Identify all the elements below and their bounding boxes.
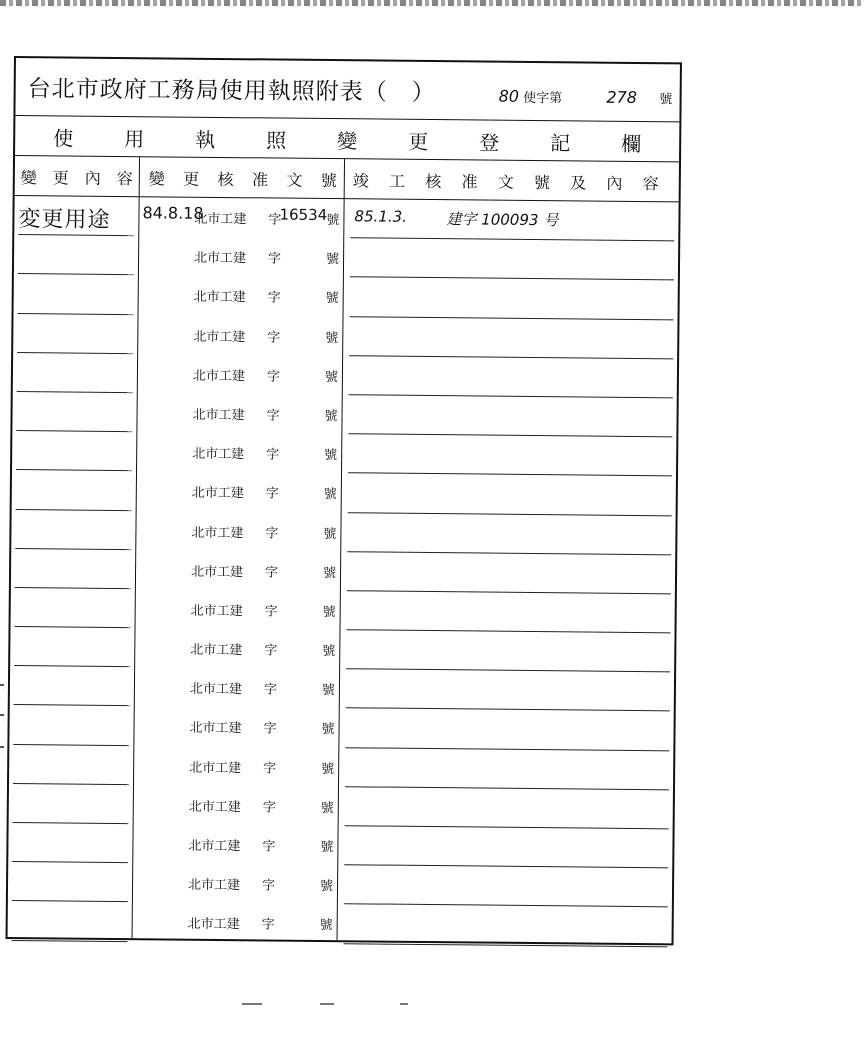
header-completion-doc <box>353 159 659 202</box>
header-char: 更 <box>183 169 200 189</box>
approval-prefix: 北市工建 <box>191 486 244 502</box>
permit-prefix: 使字第 <box>523 90 563 107</box>
approval-doc-cell <box>141 325 339 347</box>
approval-doc-cell <box>137 795 335 817</box>
approval-doc-cell <box>137 717 335 739</box>
approval-zi: 字 <box>264 643 278 659</box>
table-row <box>13 314 677 360</box>
header-char: 准 <box>461 171 478 191</box>
table-row <box>12 431 676 477</box>
change-content-cell <box>16 516 134 517</box>
section-title-char: 變 <box>337 129 358 154</box>
header-char: 容 <box>642 173 659 193</box>
change-content-cell <box>16 476 134 477</box>
completion-doc-cell <box>346 638 666 665</box>
approval-hao: 號 <box>325 330 339 346</box>
table-row <box>8 862 672 908</box>
approval-zi: 字 <box>261 917 275 933</box>
table-row <box>13 353 677 399</box>
header-char: 核 <box>425 171 442 191</box>
approval-hao: 號 <box>324 408 338 425</box>
change-content-cell <box>18 241 136 242</box>
approval-zi: 字 <box>262 839 276 855</box>
header-char: 內 <box>606 173 623 193</box>
header-char: 容 <box>116 168 133 188</box>
completion-date: 85.1.3. <box>354 207 408 226</box>
form-title-row <box>15 58 680 122</box>
completion-doc-cell <box>348 403 668 430</box>
table-row <box>14 274 678 320</box>
table-row <box>11 549 675 595</box>
approval-prefix: 北市工建 <box>192 407 245 424</box>
approval-hao: 號 <box>323 487 337 503</box>
header-char: 變 <box>148 168 165 188</box>
section-title-row <box>15 116 679 162</box>
approval-prefix: 北市工建 <box>189 760 242 776</box>
change-content-cell <box>14 711 132 712</box>
completion-doc-cell <box>350 207 670 234</box>
change-content-cell <box>13 829 131 830</box>
table-row <box>9 784 673 830</box>
table-row <box>8 823 672 869</box>
permit-number: 278 <box>606 87 638 107</box>
approval-prefix: 北市工建 <box>192 368 246 384</box>
change-content-cell <box>14 633 132 634</box>
approval-hao: 號 <box>324 448 338 464</box>
scan-artifact-bottom <box>240 1003 420 1007</box>
approval-zi: 字 <box>266 369 281 385</box>
header-char: 工 <box>388 171 406 191</box>
completion-doc-cell <box>347 599 667 626</box>
change-content-cell <box>15 594 133 595</box>
approval-zi: 字 <box>265 486 279 502</box>
approval-doc-cell <box>139 560 337 582</box>
margin-marks <box>0 684 6 764</box>
section-title-char: 記 <box>550 131 571 156</box>
approval-doc-cell <box>140 403 338 425</box>
approval-hao: 號 <box>323 526 337 542</box>
header-char: 變 <box>20 167 37 187</box>
approval-doc-cell <box>139 521 337 543</box>
change-content-cell <box>17 320 135 321</box>
completion-doc-cell <box>347 560 667 587</box>
table-row <box>14 235 678 281</box>
section-title-char: 欄 <box>621 131 642 157</box>
approval-hao: 號 <box>319 918 333 934</box>
approval-hao: 號 <box>320 800 334 816</box>
approval-zi: 字 <box>267 251 282 267</box>
approval-doc-cell <box>138 677 336 699</box>
approval-zi: 字 <box>263 721 277 737</box>
section-title-char: 執 <box>195 127 216 152</box>
header-approval-doc <box>149 157 337 199</box>
header-char: 准 <box>251 169 269 189</box>
section-title-char: 照 <box>266 128 287 153</box>
header-char: 號 <box>533 172 551 192</box>
completion-doc-cell <box>348 482 668 509</box>
approval-zi: 字 <box>268 212 282 228</box>
change-content-cell: 変更用途 <box>18 207 111 233</box>
approval-prefix: 北市工建 <box>193 250 247 267</box>
approval-prefix: 北市工建 <box>189 681 243 698</box>
change-content-cell <box>15 555 133 556</box>
header-char: 及 <box>570 172 587 192</box>
row-rule <box>12 940 128 942</box>
completion-doc-cell <box>345 717 665 744</box>
approval-date: 84.8.18 <box>142 203 204 223</box>
approval-hao: 號 <box>322 565 337 581</box>
approval-doc-cell <box>136 873 334 895</box>
completion-doc-cell <box>349 325 669 352</box>
table-row <box>8 901 672 947</box>
approval-doc-cell <box>142 286 340 308</box>
completion-text: 建字 100093 号 <box>446 210 559 230</box>
approval-zi: 字 <box>261 878 276 894</box>
approval-prefix: 北市工建 <box>189 721 242 737</box>
approval-zi: 字 <box>267 290 281 306</box>
approval-doc-cell <box>140 442 338 464</box>
header-char: 文 <box>286 170 303 190</box>
form-title: 台北市政府工務局使用執照附表（ ） <box>27 76 436 107</box>
header-char: 更 <box>52 167 69 188</box>
approval-hao: 號 <box>324 369 339 385</box>
completion-doc-cell <box>344 873 664 900</box>
approval-prefix: 北市工建 <box>190 603 243 620</box>
change-content-cell <box>13 751 131 752</box>
approval-prefix: 北市工建 <box>191 525 244 541</box>
approval-doc-cell <box>136 834 334 856</box>
table-row <box>9 705 673 751</box>
change-content-cell <box>16 437 134 438</box>
approval-zi: 字 <box>266 447 280 463</box>
completion-doc-cell <box>344 834 664 861</box>
approval-zi: 字 <box>267 330 281 346</box>
section-title-char: 登 <box>479 130 500 155</box>
change-content-cell <box>12 868 130 869</box>
approval-zi: 字 <box>265 525 279 542</box>
section-title <box>53 122 641 157</box>
approval-prefix: 北市工建 <box>190 564 244 580</box>
completion-doc-cell <box>345 756 665 783</box>
approval-hao: 號 <box>322 604 336 620</box>
header-char: 文 <box>497 172 514 192</box>
completion-doc-cell <box>345 795 665 822</box>
permit-suffix: 號 <box>659 92 673 108</box>
approval-doc-cell <box>136 913 334 935</box>
permit-number-field <box>499 87 673 108</box>
approval-hao: 號 <box>321 761 335 777</box>
approval-doc-cell <box>139 599 337 621</box>
registration-rows <box>8 196 679 943</box>
approval-prefix: 北市工建 <box>192 446 245 463</box>
approval-doc-cell <box>140 482 338 504</box>
approval-hao: 號 <box>325 291 339 307</box>
approval-prefix: 北市工建 <box>194 211 247 228</box>
approval-hao: 號 <box>326 213 340 229</box>
approval-prefix: 北市工建 <box>193 290 246 306</box>
approval-hao: 號 <box>319 879 334 895</box>
approval-prefix: 北市工建 <box>187 917 240 933</box>
approval-hao: 號 <box>320 839 334 856</box>
section-title-char: 用 <box>124 127 145 152</box>
approval-hao: 號 <box>321 683 336 699</box>
approval-hao: 號 <box>325 252 340 268</box>
approval-zi: 字 <box>264 565 279 581</box>
permit-appendix-form <box>6 56 682 945</box>
completion-doc-cell <box>348 442 668 469</box>
approval-prefix: 北市工建 <box>188 799 241 816</box>
approval-zi: 字 <box>262 800 276 816</box>
approval-zi: 字 <box>263 682 278 698</box>
completion-doc-cell <box>346 677 666 704</box>
section-title-char: 使 <box>53 126 74 151</box>
header-change-content <box>21 156 133 197</box>
completion-doc-cell <box>350 286 670 313</box>
approval-prefix: 北市工建 <box>187 877 241 894</box>
column-header-row <box>15 156 679 202</box>
completion-doc-cell <box>349 364 669 391</box>
approval-doc-cell <box>142 203 340 229</box>
completion-doc-cell <box>350 246 670 273</box>
approval-doc-cell <box>137 756 335 778</box>
approval-zi: 字 <box>266 408 280 424</box>
scan-artifact-top <box>0 0 864 6</box>
section-title-char: 更 <box>408 129 429 154</box>
table-row <box>11 588 675 634</box>
approval-prefix: 北市工建 <box>190 642 243 659</box>
change-content-cell <box>12 907 130 908</box>
approval-hao: 號 <box>321 722 335 738</box>
table-row <box>12 392 676 438</box>
header-char: 號 <box>320 170 337 190</box>
permit-year: 80 <box>498 86 520 106</box>
change-content-cell <box>17 359 135 360</box>
header-char: 竣 <box>352 170 369 190</box>
change-content-cell <box>17 398 135 399</box>
completion-doc-cell <box>347 521 667 548</box>
table-row <box>9 745 673 791</box>
approval-prefix: 北市工建 <box>188 838 241 855</box>
approval-hao: 號 <box>322 644 336 660</box>
change-content-cell <box>14 672 132 673</box>
completion-doc-cell <box>344 913 664 940</box>
approval-doc-cell <box>138 638 336 660</box>
table-row <box>10 666 674 712</box>
table-row <box>12 470 676 516</box>
header-char: 核 <box>217 169 234 189</box>
header-char: 內 <box>84 168 101 188</box>
table-row <box>14 196 678 242</box>
approval-doc-cell <box>141 364 339 386</box>
approval-doc-cell <box>142 246 340 268</box>
approval-prefix: 北市工建 <box>193 329 246 345</box>
approval-zi: 字 <box>264 604 278 620</box>
approval-number: 16534 <box>279 205 328 225</box>
table-row <box>11 509 675 555</box>
table-row <box>10 627 674 673</box>
change-content-cell <box>13 790 131 791</box>
change-content-cell <box>18 280 136 281</box>
approval-zi: 字 <box>263 761 277 777</box>
row-rule <box>343 943 667 947</box>
